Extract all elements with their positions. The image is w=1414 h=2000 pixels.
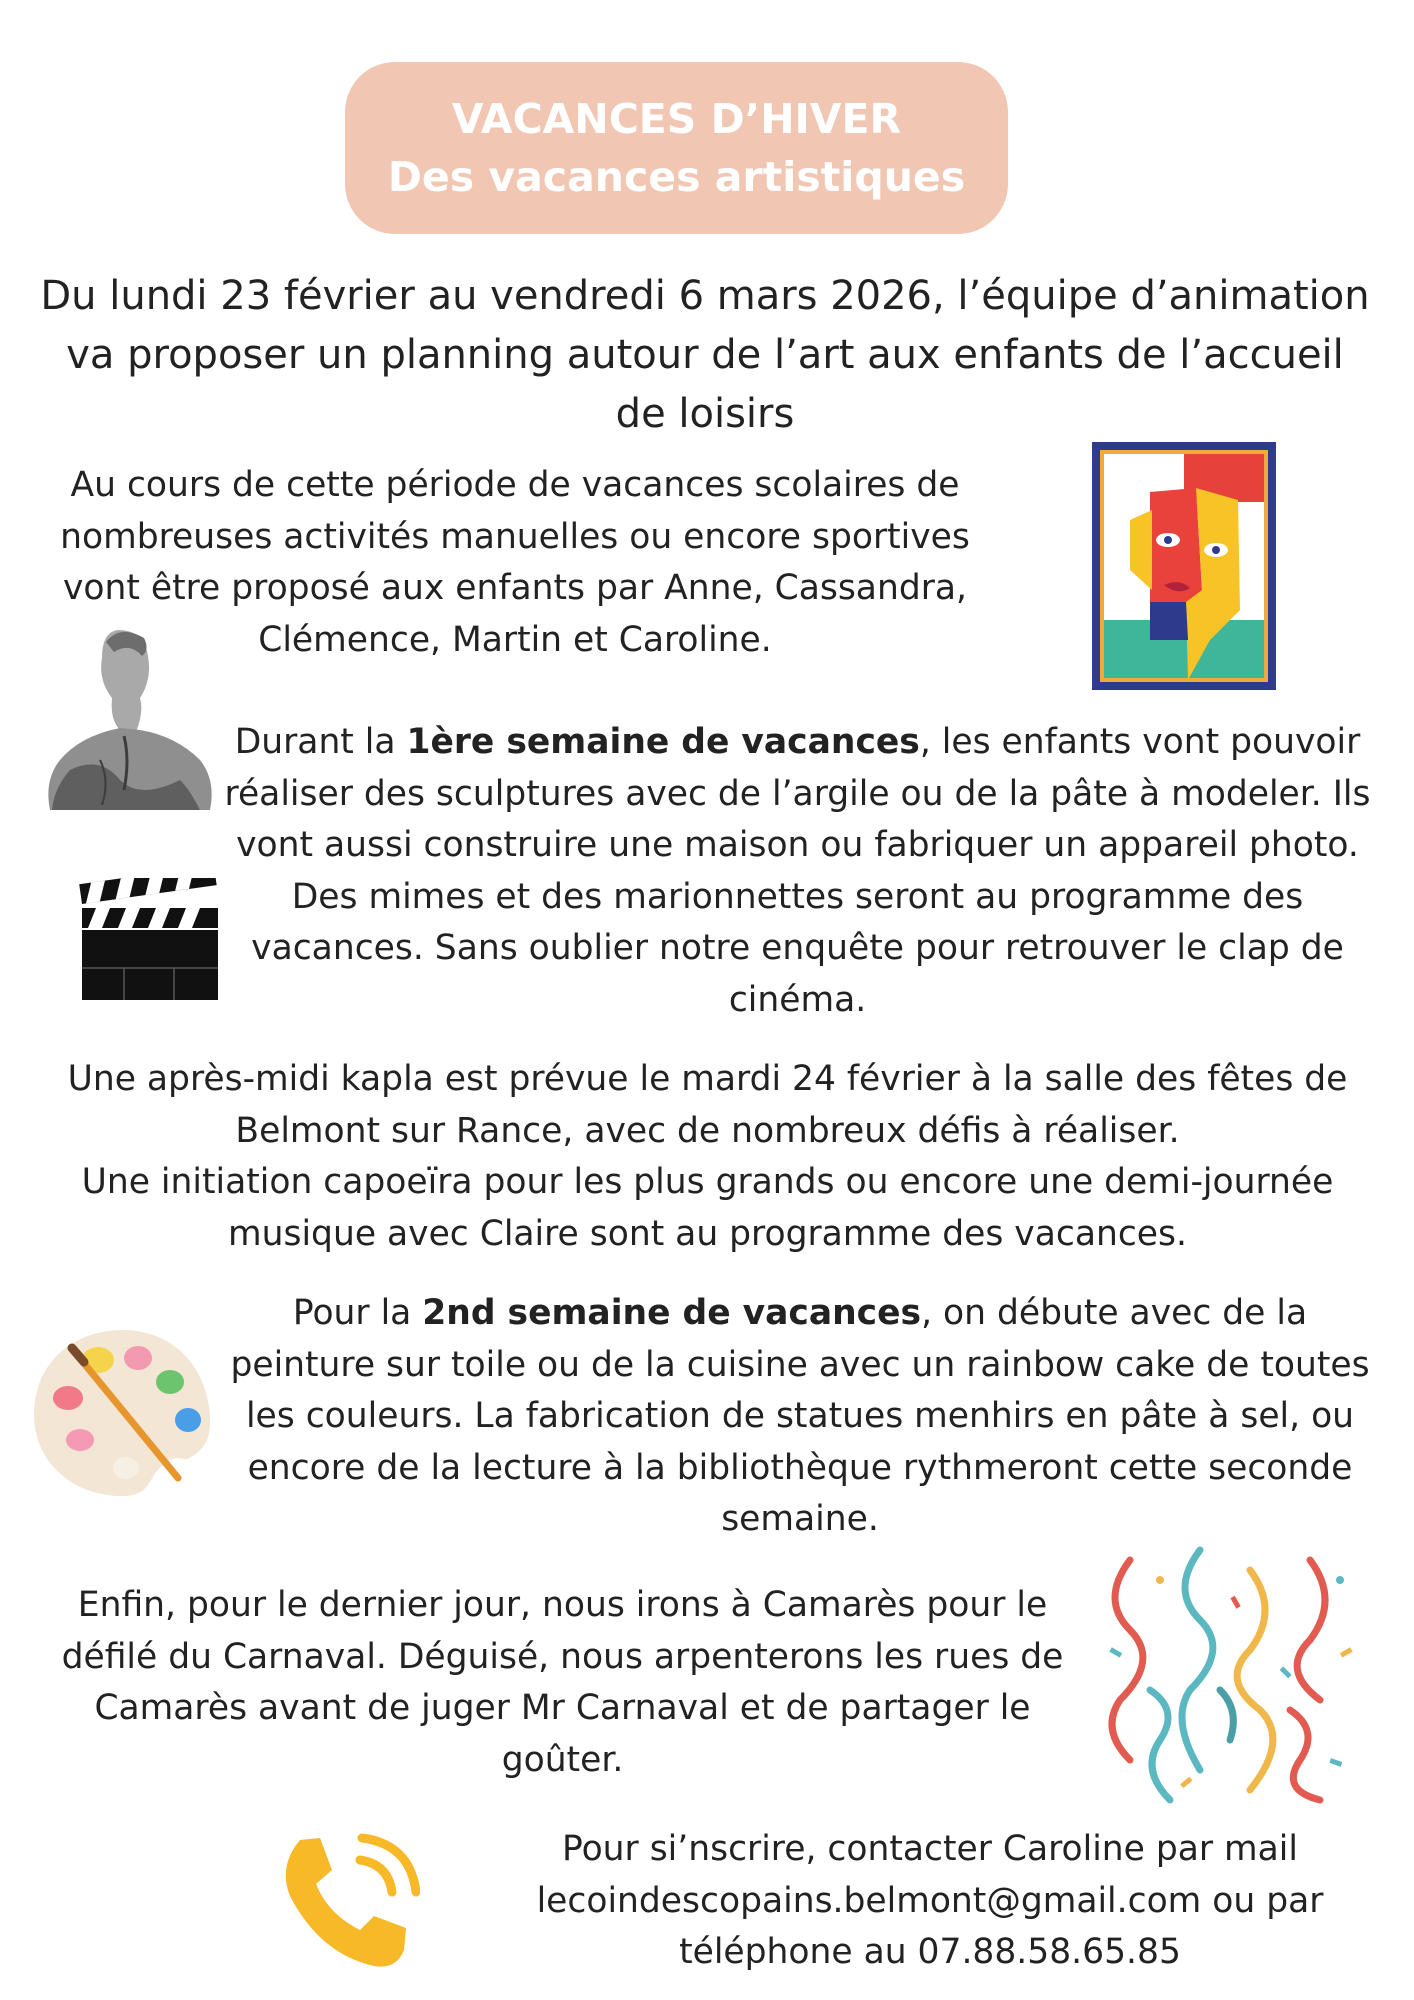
week-2-highlight: 2nd semaine de vacances (422, 1293, 922, 1333)
statue-bust-icon (40, 620, 220, 820)
p1-line: Clémence, Martin et Caroline. (258, 619, 772, 660)
phone-icon (270, 1830, 420, 1980)
title-banner (345, 62, 1008, 234)
intro-text: Du lundi 23 février au vendredi 6 mars 2026, l’équipe d’animation va proposer un planning autour de l’art aux enfants de l’accueil de loisirs (40, 273, 1370, 437)
title-line-2: Des vacances artistiques (387, 153, 966, 201)
p3-line: Une initiation capoeïra pour les plus grands ou encore une demi-journée (81, 1162, 1334, 1203)
p1-line: Au cours de cette période de vacances scolaires de (70, 465, 960, 505)
p2-line: réaliser des sculptures avec de l’argile ou de la pâte à modeler. Ils (224, 773, 1371, 814)
p3-line: Belmont sur Rance, avec de nombreux défis à réaliser. (235, 1110, 1180, 1151)
p3-line: musique avec Claire sont au programme des vacances. (228, 1213, 1187, 1254)
abstract-portrait-icon (1090, 440, 1278, 692)
p5-line: défilé du Carnaval. Déguisé, nous arpenterons les rues de (61, 1636, 1064, 1677)
contact-email[interactable]: lecoindescopains.belmont@gmail.com ou par (536, 1880, 1324, 1921)
p2-text: Durant la (234, 722, 407, 762)
p4-text: , on débute avec de la (921, 1293, 1308, 1333)
p1-line: vont être proposé aux enfants par Anne, Cassandra, (62, 568, 968, 609)
contact-line: Pour si’nscrire, contacter Caroline par mail (562, 1829, 1298, 1869)
paragraph-kapla (40, 1054, 1375, 1260)
paint-palette-icon (28, 1318, 218, 1508)
p2-text: , les enfants vont pouvoir (919, 722, 1361, 762)
p4-line: les couleurs. La fabrication de statues menhirs en pâte à sel, ou (245, 1396, 1355, 1437)
confetti-icon (1090, 1540, 1370, 1810)
title-line-1: VACANCES D’HIVER (451, 95, 902, 143)
paragraph-carnival (40, 1580, 1085, 1786)
contact-info (490, 1824, 1370, 1979)
p4-text: Pour la (292, 1293, 423, 1333)
paragraph-week-1 (205, 717, 1390, 1027)
p2-line: Des mimes et des marionnettes seront au programme des (291, 876, 1304, 917)
p4-line: semaine. (721, 1499, 879, 1540)
p2-line: cinéma. (728, 979, 867, 1020)
clapperboard-icon (78, 878, 220, 1002)
p1-line: nombreuses activités manuelles ou encore sportives (60, 516, 970, 557)
p4-line: encore de la lecture à la bibliothèque rythmeront cette seconde (247, 1447, 1353, 1488)
p2-line: vont aussi construire une maison ou fabriquer un appareil photo. (236, 825, 1359, 866)
p4-line-1 (210, 1288, 1390, 1340)
paragraph-week-2 (210, 1288, 1390, 1546)
p2-line-1 (205, 717, 1390, 769)
p3-line: Une après-midi kapla est prévue le mardi 24 février à la salle des fêtes de (67, 1059, 1348, 1099)
p5-line: Enfin, pour le dernier jour, nous irons à Camarès pour le (77, 1585, 1048, 1625)
p2-line: vacances. Sans oublier notre enquête pour retrouver le clap de (251, 928, 1344, 969)
week-1-highlight: 1ère semaine de vacances (406, 722, 920, 762)
contact-phone[interactable]: téléphone au 07.88.58.65.85 (679, 1932, 1181, 1973)
p5-line: Camarès avant de juger Mr Carnaval et de partager le (94, 1688, 1031, 1729)
p4-line: peinture sur toile ou de la cuisine avec un rainbow cake de toutes (230, 1344, 1370, 1385)
p5-line: goûter. (501, 1739, 624, 1780)
